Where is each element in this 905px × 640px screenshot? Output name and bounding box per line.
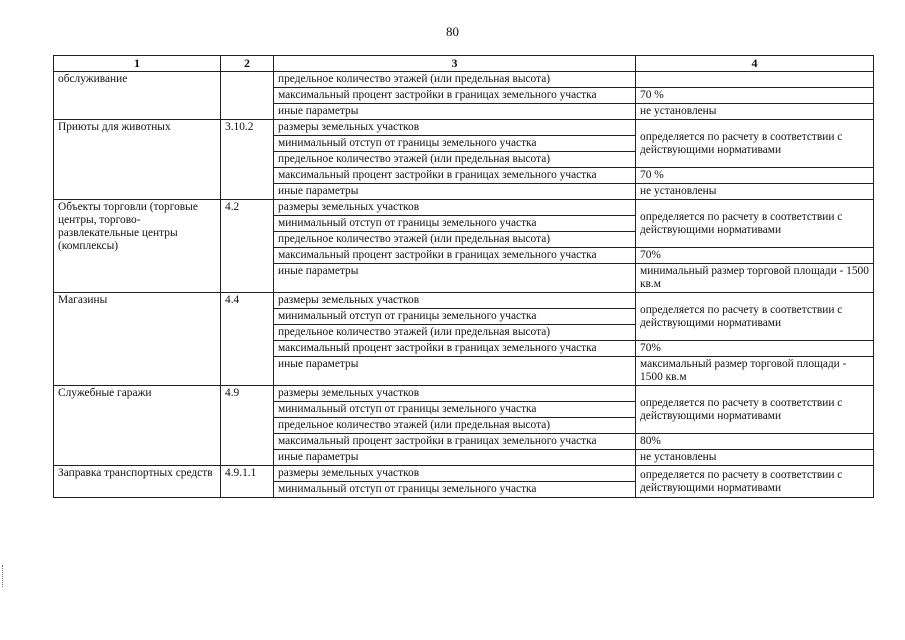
parameter-name: максимальный процент застройки в границах земельного участка bbox=[274, 341, 636, 357]
parameter-value: 70 % bbox=[636, 168, 874, 184]
parameter-name: минимальный отступ от границы земельного участка bbox=[274, 136, 636, 152]
use-type-code: 3.10.2 bbox=[221, 120, 274, 200]
table-row bbox=[54, 200, 874, 216]
edge-mark bbox=[2, 565, 6, 587]
parameter-name: минимальный отступ от границы земельного участка bbox=[274, 216, 636, 232]
column-header-3: 3 bbox=[274, 56, 636, 72]
parameter-value: не установлены bbox=[636, 184, 874, 200]
table-header-row bbox=[54, 56, 874, 72]
use-type-name: Заправка транспортных средств bbox=[54, 466, 221, 498]
parameter-value: 70 % bbox=[636, 88, 874, 104]
parameter-name: максимальный процент застройки в границах земельного участка bbox=[274, 248, 636, 264]
use-type-name: Приюты для животных bbox=[54, 120, 221, 200]
parameter-name: размеры земельных участков bbox=[274, 466, 636, 482]
use-type-code: 4.2 bbox=[221, 200, 274, 293]
table-row bbox=[54, 293, 874, 309]
use-type-name: Служебные гаражи bbox=[54, 386, 221, 466]
parameter-name: минимальный отступ от границы земельного участка bbox=[274, 482, 636, 498]
table-row bbox=[54, 386, 874, 402]
parameter-name: размеры земельных участков bbox=[274, 386, 636, 402]
parameter-value: 70% bbox=[636, 341, 874, 357]
land-use-parameters-table bbox=[53, 55, 874, 498]
parameter-name: размеры земельных участков bbox=[274, 293, 636, 309]
parameter-name: максимальный процент застройки в границах земельного участка bbox=[274, 88, 636, 104]
column-header-1: 1 bbox=[54, 56, 221, 72]
use-type-name: обслуживание bbox=[54, 72, 221, 120]
parameter-name: иные параметры bbox=[274, 184, 636, 200]
parameter-name: размеры земельных участков bbox=[274, 120, 636, 136]
use-type-code: 4.9 bbox=[221, 386, 274, 466]
use-type-code bbox=[221, 72, 274, 120]
table-row bbox=[54, 72, 874, 88]
parameter-value: определяется по расчету в соответствии с действующими нормативами bbox=[636, 386, 874, 434]
parameter-value: определяется по расчету в соответствии с действующими нормативами bbox=[636, 120, 874, 168]
parameter-name: иные параметры bbox=[274, 357, 636, 386]
page-number: 80 bbox=[446, 24, 459, 39]
parameter-value: определяется по расчету в соответствии с действующими нормативами bbox=[636, 466, 874, 498]
use-type-code: 4.4 bbox=[221, 293, 274, 386]
table-row bbox=[54, 120, 874, 136]
column-header-2: 2 bbox=[221, 56, 274, 72]
table-body bbox=[54, 72, 874, 498]
parameter-value bbox=[636, 72, 874, 88]
parameter-value: не установлены bbox=[636, 450, 874, 466]
parameter-name: максимальный процент застройки в границах земельного участка bbox=[274, 168, 636, 184]
use-type-code: 4.9.1.1 bbox=[221, 466, 274, 498]
parameter-name: максимальный процент застройки в границах земельного участка bbox=[274, 434, 636, 450]
parameter-name: минимальный отступ от границы земельного участка bbox=[274, 309, 636, 325]
parameter-value: определяется по расчету в соответствии с действующими нормативами bbox=[636, 200, 874, 248]
column-header-4: 4 bbox=[636, 56, 874, 72]
parameter-name: минимальный отступ от границы земельного участка bbox=[274, 402, 636, 418]
use-type-name: Магазины bbox=[54, 293, 221, 386]
parameter-name: предельное количество этажей (или предельная высота) bbox=[274, 325, 636, 341]
parameter-name: предельное количество этажей (или предельная высота) bbox=[274, 418, 636, 434]
parameter-name: размеры земельных участков bbox=[274, 200, 636, 216]
parameter-name: иные параметры bbox=[274, 450, 636, 466]
parameter-name: предельное количество этажей (или предельная высота) bbox=[274, 232, 636, 248]
parameter-name: предельное количество этажей (или предельная высота) bbox=[274, 152, 636, 168]
parameter-name: предельное количество этажей (или предельная высота) bbox=[274, 72, 636, 88]
parameter-name: иные параметры bbox=[274, 264, 636, 293]
use-type-name: Объекты торговли (торговые центры, торгово-развлекательные центры (комплексы) bbox=[54, 200, 221, 293]
parameter-value: минимальный размер торговой площади - 1500 кв.м bbox=[636, 264, 874, 293]
parameter-value: максимальный размер торговой площади - 1500 кв.м bbox=[636, 357, 874, 386]
parameter-value: не установлены bbox=[636, 104, 874, 120]
parameter-value: 80% bbox=[636, 434, 874, 450]
parameter-name: иные параметры bbox=[274, 104, 636, 120]
parameter-value: определяется по расчету в соответствии с действующими нормативами bbox=[636, 293, 874, 341]
table-row bbox=[54, 466, 874, 482]
parameter-value: 70% bbox=[636, 248, 874, 264]
